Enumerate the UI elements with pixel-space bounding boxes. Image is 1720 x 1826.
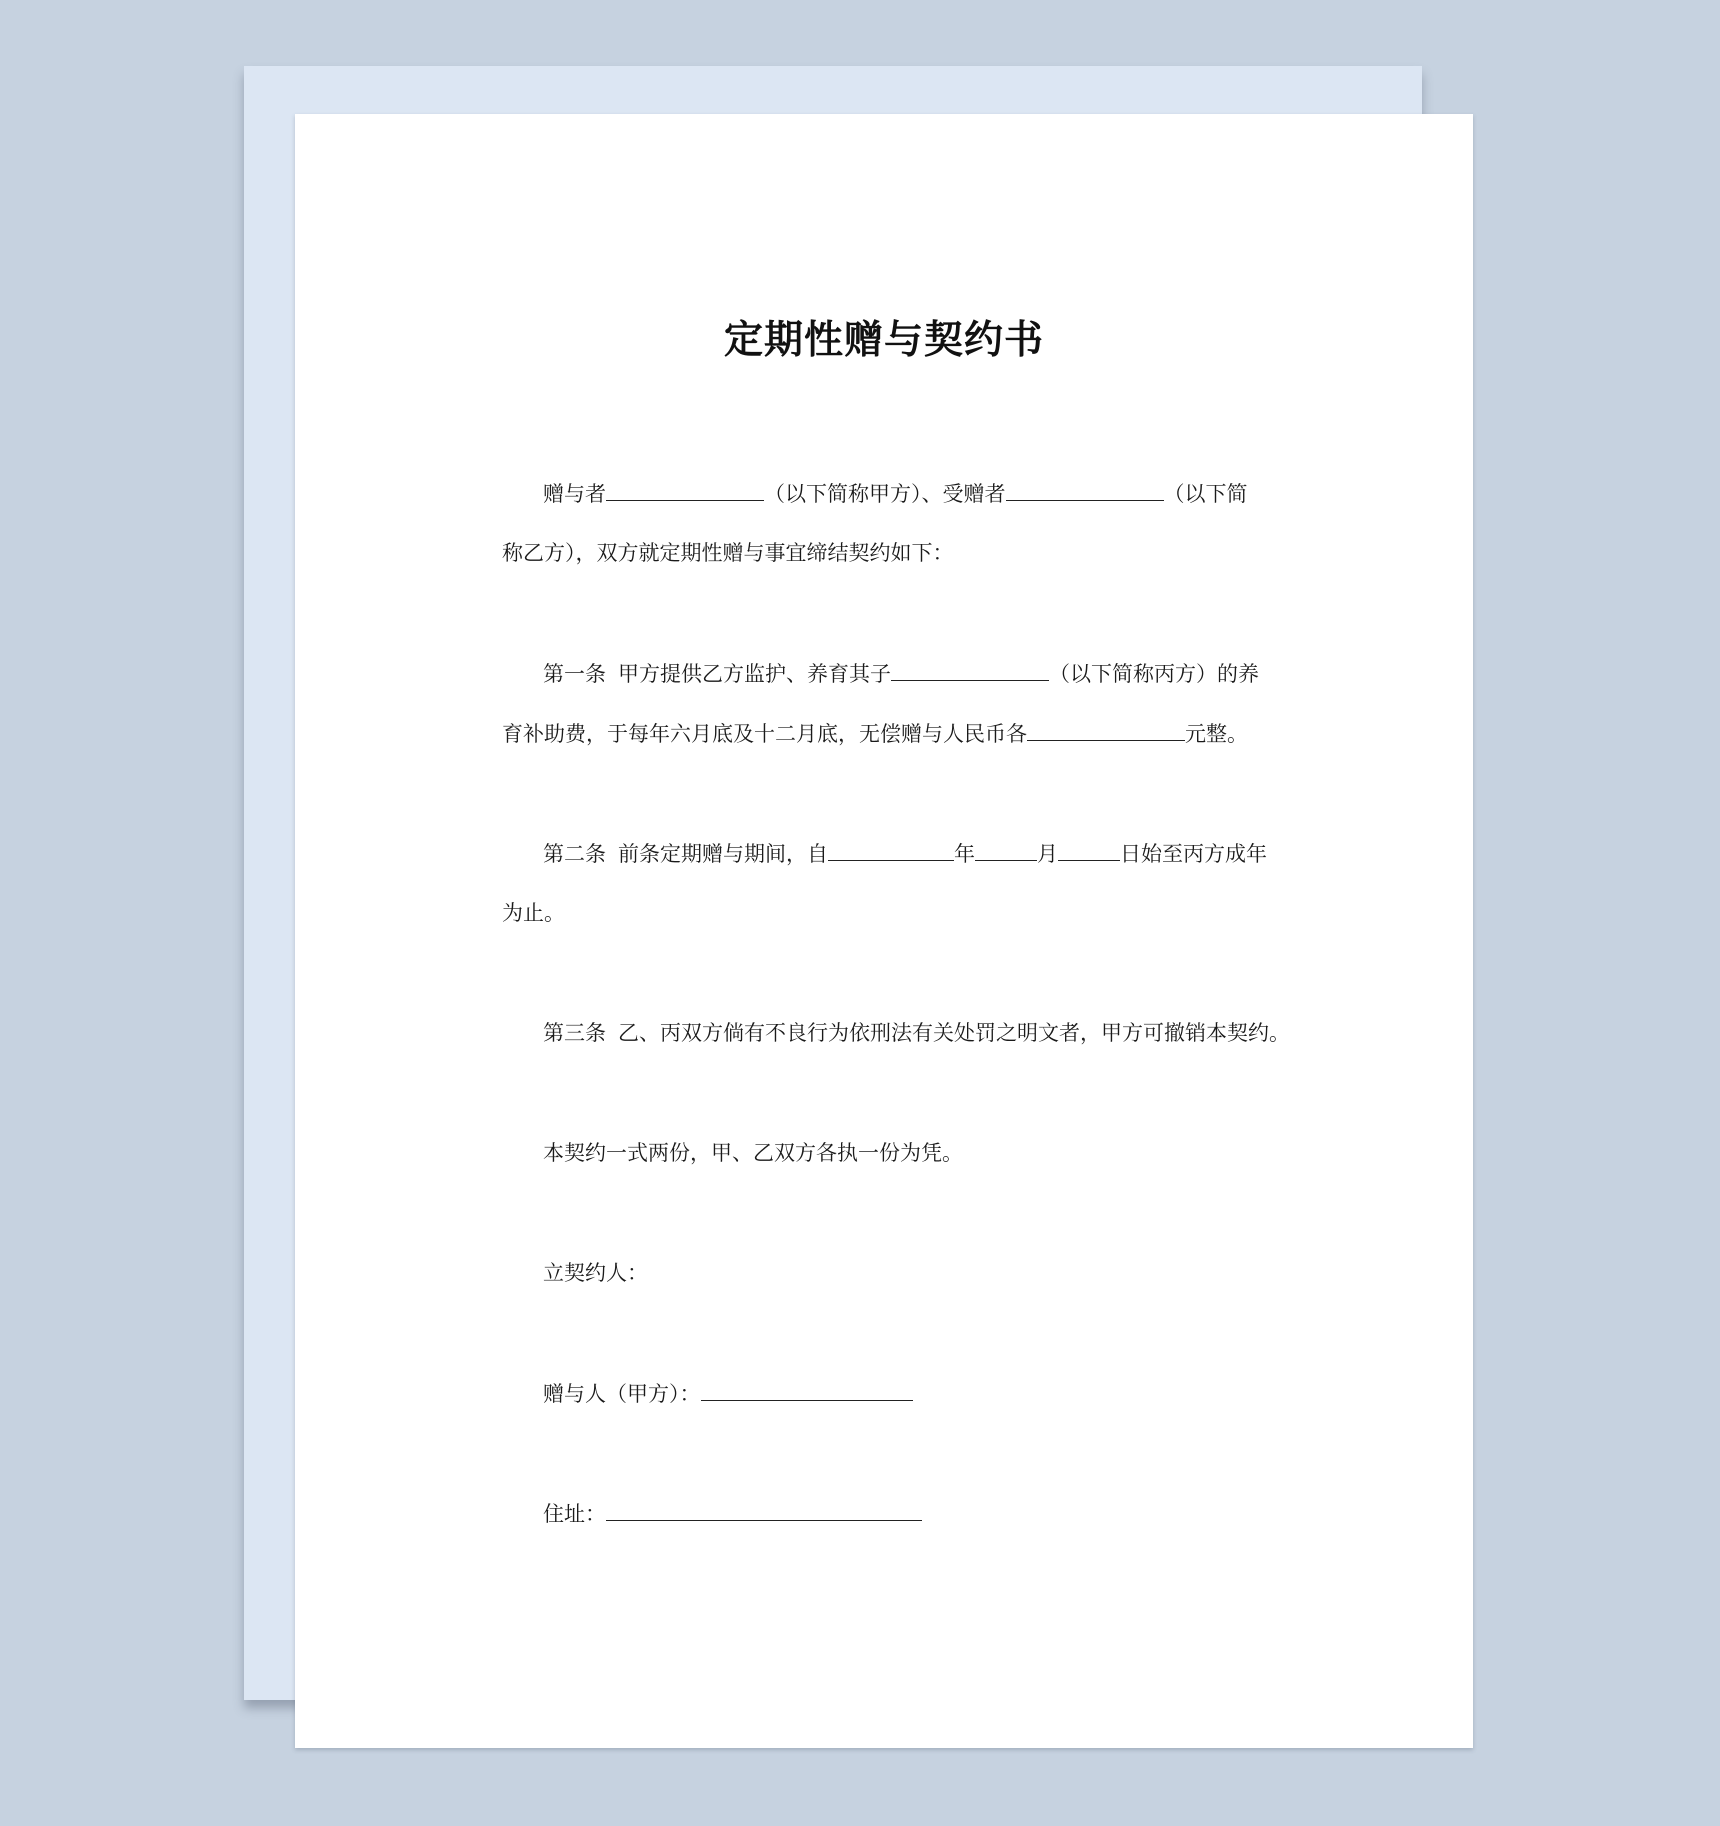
month-label: 月 [1037,842,1058,866]
article-2-line-1 [543,838,1267,869]
child-name-blank[interactable] [891,658,1049,681]
article-3-text: 乙、丙双方倘有不良行为依刑法有关处罚之明文者，甲方可撤销本契约。 [618,1021,1290,1045]
contract-page [295,114,1473,1748]
amount-blank[interactable] [1027,718,1185,741]
article-2-text-2: 日始至丙方成年 [1120,842,1267,866]
recipient-name-blank[interactable] [1006,478,1164,501]
start-day-blank[interactable] [1058,838,1120,861]
article-1-line-1 [543,658,1259,689]
article-1-text-1: 甲方提供乙方监护、养育其子 [618,662,891,686]
article-2-text-1: 前条定期赠与期间，自 [618,842,828,866]
donor-label: 赠与者 [543,482,606,506]
intro-text-2: （以下简称甲方）、受赠者 [764,482,1006,506]
address-blank[interactable] [606,1498,922,1521]
article-3-line-1 [543,1018,1290,1048]
year-label: 年 [954,842,975,866]
article-1-line-2 [502,718,1248,749]
signatory-label: 立契约人： [543,1261,648,1285]
intro-text-3: （以下简 [1163,482,1248,506]
intro-line-1 [543,478,1248,509]
start-month-blank[interactable] [975,838,1037,861]
article-2-heading: 第二条 [543,842,606,866]
donor-signature-blank[interactable] [701,1378,913,1401]
article-2-line-2: 为止。 [502,901,565,925]
address-label: 住址： [543,1502,606,1526]
document-title: 定期性赠与契约书 [723,318,1044,363]
article-1-text-4: 元整。 [1185,722,1248,746]
donor-name-blank[interactable] [606,478,764,501]
article-3-heading: 第三条 [543,1021,606,1045]
donor-signature-line [543,1378,913,1409]
article-1-heading: 第一条 [543,662,606,686]
address-line [543,1498,922,1529]
article-1-text-3: 育补助费，于每年六月底及十二月底，无偿赠与人民币各 [502,722,1027,746]
article-1-text-2: （以下简称丙方）的养 [1049,662,1259,686]
donor-signature-label: 赠与人（甲方）： [543,1382,701,1406]
start-year-blank[interactable] [828,838,954,861]
intro-line-2: 称乙方），双方就定期性赠与事宜缔结契约如下： [502,541,954,565]
copies-clause: 本契约一式两份，甲、乙双方各执一份为凭。 [543,1141,963,1165]
